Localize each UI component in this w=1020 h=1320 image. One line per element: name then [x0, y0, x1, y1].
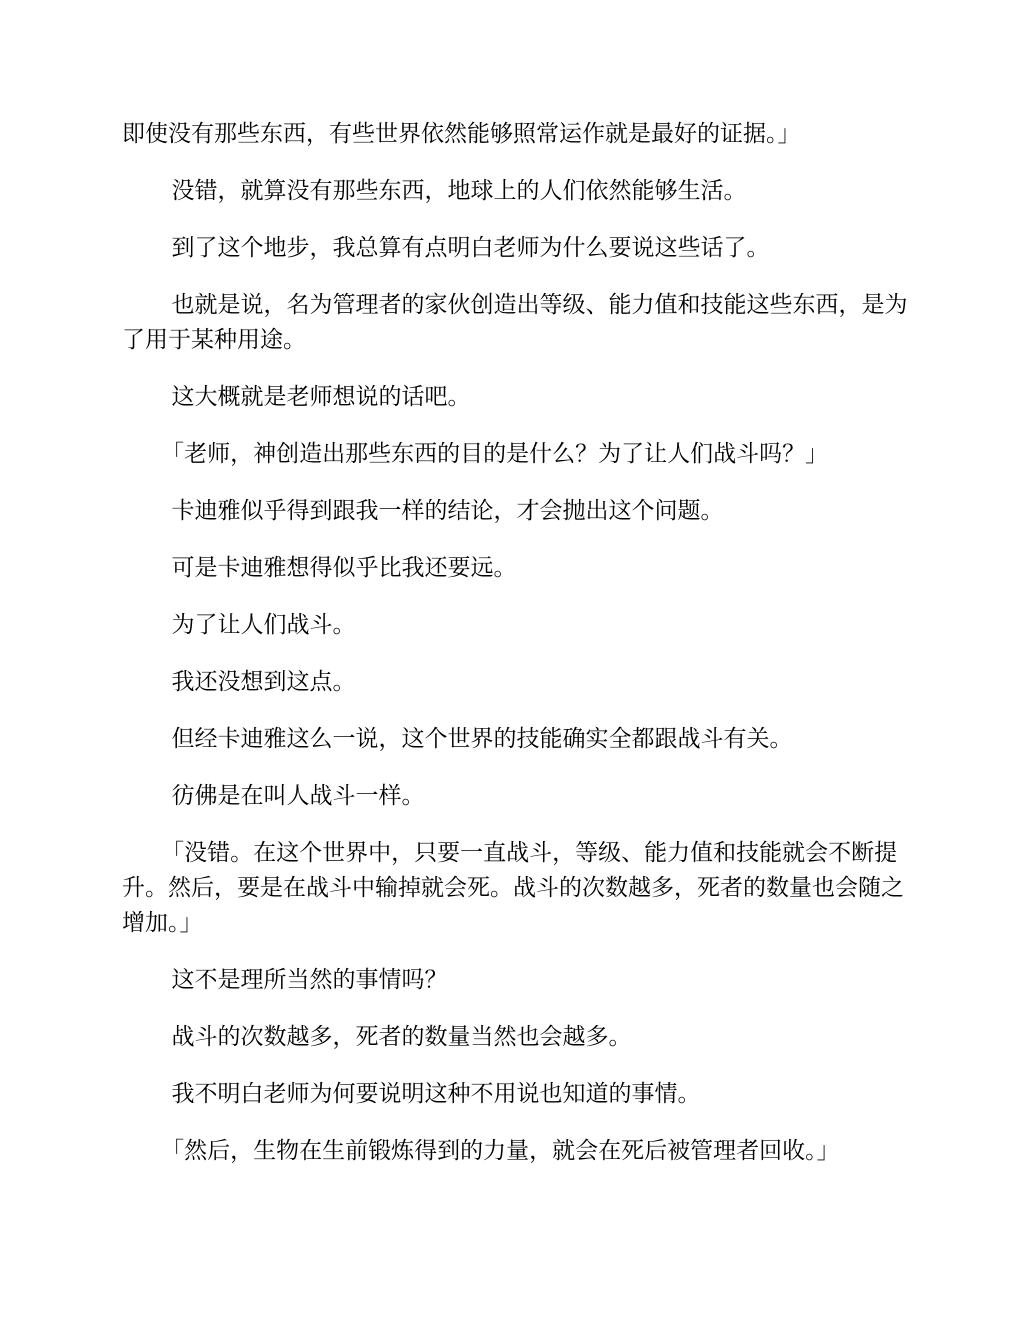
paragraph-16: 我不明白老师为何要说明这种不用说也知道的事情。	[171, 1081, 701, 1107]
paragraph-5: 这大概就是老师想说的话吧。	[171, 384, 471, 410]
paragraph-1: 即使没有那些东西，有些世界依然能够照常运作就是最好的证据。」	[122, 121, 801, 147]
paragraph-12: 彷佛是在叫人战斗一样。	[171, 783, 425, 809]
document-page	[122, 117, 912, 1191]
paragraph-14: 这不是理所当然的事情吗？	[171, 967, 448, 993]
paragraph-9: 为了让人们战斗。	[171, 612, 356, 638]
paragraph-11: 但经卡迪雅这么一说，这个世界的技能确实全都跟战斗有关。	[171, 726, 793, 752]
paragraph-13: 「没错。在这个世界中，只要一直战斗，等级、能力值和技能就会不断提升。然后，要是在战斗中输掉就会死。战斗的次数越多，死者的数量也会随之增加。」	[122, 840, 904, 936]
paragraph-7: 卡迪雅似乎得到跟我一样的结论，才会抛出这个问题。	[171, 498, 724, 524]
paragraph-15: 战斗的次数越多，死者的数量当然也会越多。	[171, 1024, 632, 1050]
paragraph-2: 没错，就算没有那些东西，地球上的人们依然能够生活。	[171, 178, 747, 204]
paragraph-17: 「然后，生物在生前锻炼得到的力量，就会在死后被管理者回收。」	[161, 1138, 840, 1164]
paragraph-10: 我还没想到这点。	[171, 669, 356, 695]
paragraph-3: 到了这个地步，我总算有点明白老师为什么要说这些话了。	[171, 235, 770, 261]
paragraph-8: 可是卡迪雅想得似乎比我还要远。	[171, 555, 517, 581]
paragraph-6: 「老师，神创造出那些东西的目的是什么？为了让人们战斗吗？」	[161, 441, 829, 467]
paragraph-4: 也就是说，名为管理者的家伙创造出等级、能力值和技能这些东西，是为了用于某种用途。	[122, 292, 908, 353]
